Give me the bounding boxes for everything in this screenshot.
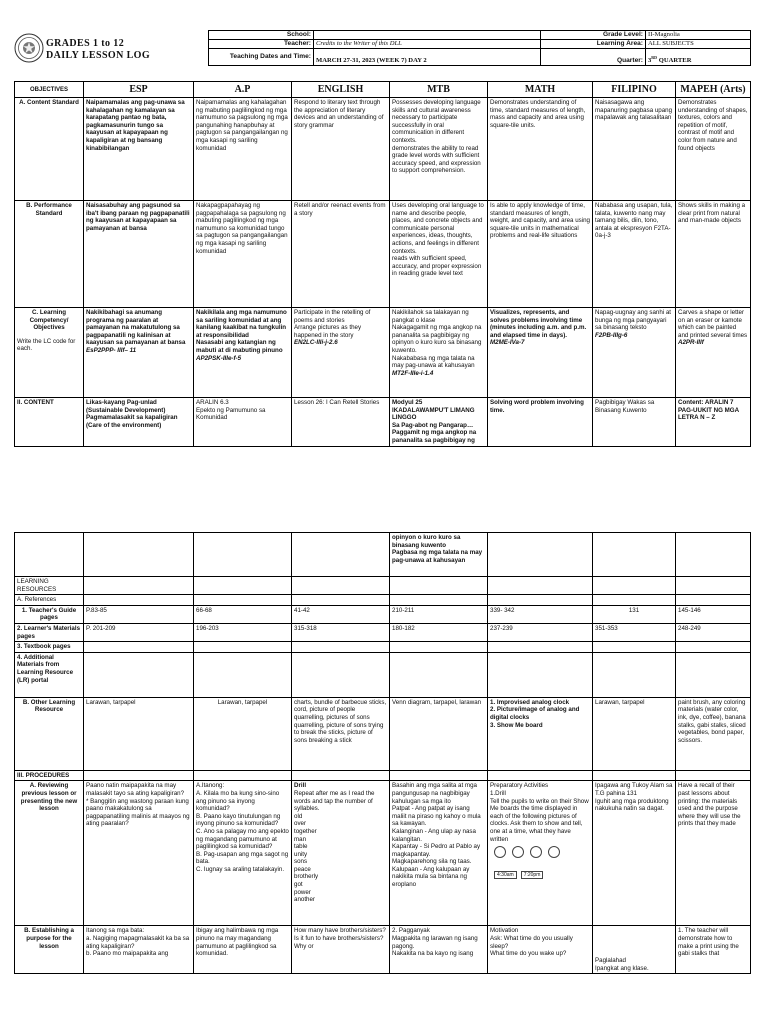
document-title	[46, 38, 150, 62]
empty-cell	[593, 533, 676, 577]
cell-ap: Ibigay ang halimbawa ng mga pinuno na may magandang pamumuno at paglilingkod sa komunidad.	[194, 926, 292, 974]
cell-ap: Larawan, tarpapel	[194, 697, 292, 770]
analog-clock-icon	[494, 846, 506, 858]
content-standard-row	[15, 98, 751, 201]
cell-english: charts, bundle of barbecue sticks, cord, picture of people quarrelling, pictures of sons quarrelling, picture of sons trying to break the sticks, picture of sons breaking a stick	[292, 697, 390, 770]
col-ap: A.P	[194, 82, 292, 98]
lesson-log-table-part-1	[14, 81, 751, 447]
establishing-purpose-row	[15, 926, 751, 974]
cell-english: How many have brothers/sisters? Is it fun to have brothers/sisters? Why or	[292, 926, 390, 974]
filipino-competency-text: Napag-uugnay ang sanhi at bunga ng mga pangyayari sa binasang teksto	[595, 309, 672, 332]
cell-math: 237-239	[488, 623, 593, 641]
cell-mapeh	[676, 308, 751, 398]
cell-filipino: 351-353	[593, 623, 676, 641]
content-continued-row	[15, 533, 751, 577]
title-line-2: DAILY LESSON LOG	[46, 50, 151, 61]
school-label: School:	[209, 31, 314, 40]
mapeh-competency-text: Carves a shape or letter on an eraser or kamote which can be painted and printed several times	[678, 309, 748, 339]
cell-esp: Itanong sa mga bata: a. Nagiging mapagmalasakit ka ba sa ating kapaligiran? b. Paano mo maipapakita ang	[84, 926, 194, 974]
cell-english: Lesson 26: I Can Retell Stories	[292, 398, 390, 447]
row-label: 3. Textbook pages	[15, 642, 84, 653]
quarter-label: Quarter:	[541, 49, 646, 66]
cell-english	[292, 781, 390, 926]
digital-clock-icon: 4:30am	[494, 871, 517, 879]
grade-level-value: II-Magnolia	[646, 31, 751, 40]
lc-code-note: Write the LC code for each.	[17, 337, 76, 353]
ap-lc-code: AP2PSK-IIIe-f-5	[196, 354, 242, 362]
cell-esp: Paano natin maipapakita na may malasakit tayo sa ating kapaligiran? * Banggitin ang wastong paraan kung paano makakatulong sa pagpapanatiling malinis at maayos ng ating paaralan?	[84, 781, 194, 926]
cell-english: 41-42	[292, 605, 390, 623]
teacher-value: Credits to the Writer of this DLL	[314, 40, 541, 49]
row-label: II. CONTENT	[15, 398, 84, 447]
cell-esp: Likas-kayang Pag-unlad (Sustainable Development) Pagmamalasakit sa kapaligiran (Care of the environment)	[84, 398, 194, 447]
col-filipino: FILIPINO	[593, 82, 676, 98]
row-label	[15, 308, 84, 398]
english-lc-code: EN2LC-IIIi-j-2.6	[294, 339, 338, 347]
analog-clock-icon	[530, 846, 542, 858]
teaching-dates-value: MARCH 27-31, 2023 (WEEK 7) DAY 2	[314, 49, 541, 66]
cell-filipino: Pagbibigay Wakas sa Binasang Kuwento	[593, 398, 676, 447]
deped-seal-icon	[14, 33, 44, 63]
row-label: LEARNING RESOURCES	[15, 577, 84, 595]
cell-ap: Naipamamalas ang kahalagahan ng mabuting paglilingkod ng mga namumuno sa pagsulong ng mga pangunahing hanapbuhay at pagtugon sa pangangailangan ng mga kasapi ng sariling komunidad	[194, 98, 292, 201]
teaching-dates-label: Teaching Dates and Time:	[209, 49, 314, 66]
col-mtb: MTB	[390, 82, 488, 98]
math-drill-text: Preparatory Activities 1.Drill Tell the pupils to write on their Show Me boards the time displayed in each of the following pictures of clocks. Ask them to show and tell, one at a time, what they have written	[490, 782, 589, 843]
cell-filipino: Nababasa ang usapan, tula, talata, kuwento nang may tamang bilis, diin, tono, antala at ekspresyon F2TA-0a-j-3	[593, 201, 676, 308]
quarter-value: 3RD QUARTER	[646, 49, 751, 66]
row-label: A. Reviewing previous lesson or presenting the new lesson	[15, 781, 84, 926]
cell-math: 339- 342	[488, 605, 593, 623]
procedures-row	[15, 770, 751, 781]
math-competency-text: Visualizes, represents, and solves problems involving time (minutes including a.m. and p.m. and elapsed time in days).	[490, 309, 587, 339]
column-header-row	[15, 82, 751, 98]
learning-area-value: ALL SUBJECTS	[646, 40, 751, 49]
digital-clock-icon: 7:20pm	[521, 871, 544, 879]
cell-mapeh: Demonstrates understanding of shapes, textures, colors and repetition of motif, contrast of motif and color from nature and found objects	[676, 98, 751, 201]
col-english: ENGLISH	[292, 82, 390, 98]
cell-ap: A.Itanong: A. Kilala mo ba kung sino-sino ang pinuno sa inyong komunidad? B. Paano kayo tinutulungan ng inyong pinuno sa komunidad? C. Ano sa palagay mo ang epekto ng magandang pamumuno at paglilingkod sa komunidad? B. Pag-usapan ang mga sagot ng bata. C. Iugnay sa araling tatalakayin.	[194, 781, 292, 926]
cell-mapeh: Have a recall of their past lessons about printing: the materials used and the purpose where they will use the prints that they made	[676, 781, 751, 926]
cell-esp: P.83-85	[84, 605, 194, 623]
analog-clock-icon	[548, 846, 560, 858]
cell-filipino: 131	[593, 605, 676, 623]
english-competency-text: Participate in the retelling of poems and stories Arrange pictures as they happened in the story	[294, 309, 371, 339]
col-mapeh: MAPEH (Arts)	[676, 82, 751, 98]
cell-mtb: Uses developing oral language to name and describe people, places, and concrete objects and communicate personal experiences, ideas, thoughts, actions, and feelings in different contexts. reads with sufficient speed, accuracy, and proper expression in reading grade level text	[390, 201, 488, 308]
teachers-guide-row	[15, 605, 751, 623]
empty-cell	[194, 533, 292, 577]
cell-esp: Larawan, tarpapel	[84, 697, 194, 770]
references-row	[15, 595, 751, 606]
cell-filipino: Naisasagawa ang mapanuring pagbasa upang mapalawak ang talasalitaan	[593, 98, 676, 201]
row-label: 4. Additional Materials from Learning Resource (LR) portal	[15, 652, 84, 697]
cell-mtb: 180-182	[390, 623, 488, 641]
learning-competency-row	[15, 308, 751, 398]
cell-ap	[194, 308, 292, 398]
competency-label: C. Learning Competency/ Objectives	[29, 309, 69, 332]
esp-competency-text: Nakikibahagi sa anumang programa ng paaralan at pamayanan na makatutulong sa pagpapanatili ng kalinisan at kaayusan sa pamayanan at bansa	[86, 309, 186, 347]
clock-pictures	[494, 846, 590, 858]
additional-materials-row	[15, 652, 751, 697]
cell-mapeh: 145-146	[676, 605, 751, 623]
performance-standard-row	[15, 201, 751, 308]
cell-filipino: Paglalahad Ipangkat ang klase.	[593, 926, 676, 974]
cell-ap: ARALIN 6.3 Epekto ng Pamumuno sa Komunidad	[194, 398, 292, 447]
learning-area-label: Learning Area:	[541, 40, 646, 49]
mtb-competency-text: Nakikilahok sa talakayan ng pangkat o klase Nakagagamit ng mga angkop na pananalita sa pagbibigay ng opinyon o kuro kuro sa binasang kuwento. Nakababasa ng mga talata na may pag-unawa at kahusayan	[392, 309, 482, 370]
row-label: B. Establishing a purpose for the lesson	[15, 926, 84, 974]
analog-clock-icon	[512, 846, 524, 858]
cell-math	[488, 781, 593, 926]
cell-mtb: Modyul 25 IKADALAWAMPU'T LIMANG LINGGO Sa Pag-abot ng Pangarap… Paggamit ng mga angkop na pananalita sa pagbibigay ng	[390, 398, 488, 447]
col-esp: ESP	[84, 82, 194, 98]
math-lc-code: M2ME-IVa-7	[490, 339, 525, 347]
row-label: B. Performance Standard	[15, 201, 84, 308]
cell-ap: 196-203	[194, 623, 292, 641]
cell-math: 1. Improvised analog clock 2. Picture/image of analog and digital clocks 3. Show Me board	[488, 697, 593, 770]
english-drill-title: Drill	[294, 782, 307, 790]
textbook-row	[15, 642, 751, 653]
cell-mapeh: paint brush, any coloring materials (water color, ink, dye, coffee), banana stalks, gabi stalks, sliced vegetables, bond paper, scissors.	[676, 697, 751, 770]
esp-lc-code: EsP2PPP- IIIf– 11	[86, 346, 137, 354]
reviewing-row	[15, 781, 751, 926]
cell-mapeh: 1. The teacher will demonstrate how to make a print using the gabi stalks that	[676, 926, 751, 974]
cell-filipino: Ipagawa ang Tukoy Alam sa T.G pahina 131 Iguhit ang mga produktong nakukuha natin sa dagat.	[593, 781, 676, 926]
row-label: A. References	[15, 595, 84, 606]
header-info-table	[208, 30, 751, 66]
school-value	[314, 31, 541, 40]
teacher-label: Teacher:	[209, 40, 314, 49]
title-line-1: GRADES 1 to 12	[46, 38, 125, 49]
cell-filipino	[593, 308, 676, 398]
cell-math: Is able to apply knowledge of time, standard measures of length, weight, and capacity, and area using square-tile units in mathematical problems and real-life situations	[488, 201, 593, 308]
cell-mtb: opinyon o kuro kuro sa binasang kuwento Pagbasa ng mga talata na may pag-unawa at kahusayan	[390, 533, 488, 577]
english-drill-text: Repeat after me as I read the words and tap the number of syllables. old over together man table unity sons peace brotherly got power another	[294, 789, 375, 904]
digital-clock-pictures	[494, 871, 590, 879]
cell-filipino: Larawan, tarpapel	[593, 697, 676, 770]
grade-level-label: Grade Level:	[541, 31, 646, 40]
cell-math: Solving word problem involving time.	[488, 398, 593, 447]
col-objectives: OBJECTIVES	[15, 82, 84, 98]
cell-mtb: Basahin ang mga salita at mga pangungusap na nagbibigay kahulugan sa mga ito Patpat - Ang patpat ay isang maliit na piraso ng kahoy o mula sa kawayan. Kalanginan - Ang ulap ay nasa kalangitan. Kapantay - Si Pedro at Pablo ay magkapantay. Magkaparehong sila ng taas. Kalupaan - Ang kalupaan ay nakikita mula sa bintana ng eroplano	[390, 781, 488, 926]
row-label: A. Content Standard	[15, 98, 84, 201]
row-label: B. Other Learning Resource	[15, 697, 84, 770]
row-label: III. PROCEDURES	[15, 770, 84, 781]
filipino-lc-code: F2PB-IIIg-6	[595, 331, 628, 339]
cell-mtb: 2. Pagganyak Magpakita ng larawan ng isang pagong. Nakakita na ba kayo ng isang	[390, 926, 488, 974]
row-label: 1. Teacher's Guide pages	[15, 605, 84, 623]
content-row	[15, 398, 751, 447]
mapeh-lc-code: A2PR-IIIf	[678, 339, 704, 347]
col-math: MATH	[488, 82, 593, 98]
cell-mtb: 210-211	[390, 605, 488, 623]
lesson-log-table-part-2	[14, 532, 751, 974]
empty-cell	[292, 533, 390, 577]
cell-math	[488, 308, 593, 398]
cell-mapeh: 248-249	[676, 623, 751, 641]
cell-math: Motivation Ask: What time do you usually sleep? What time do you wake up?	[488, 926, 593, 974]
cell-ap: 66-68	[194, 605, 292, 623]
row-label: 2. Learner's Materials pages	[15, 623, 84, 641]
cell-esp: Naipamamalas ang pag-unawa sa kahalagahan ng kamalayan sa karapatang pantao ng bata, pagkamasunurin tungo sa kaayusan at kapayapaan ng kapaligiran at ng bansang kinabibilangan	[84, 98, 194, 201]
cell-english: 315-318	[292, 623, 390, 641]
empty-cell	[15, 533, 84, 577]
cell-esp	[84, 308, 194, 398]
empty-cell	[488, 533, 593, 577]
cell-ap: Nakapagpapahayag ng pagpapahalaga sa pagsulong ng mabuting paglilingkod ng mga namumuno sa komunidad tungo sa pagtugon sa pangangailangan ng mga kasapi ng sariling komunidad	[194, 201, 292, 308]
cell-mtb	[390, 308, 488, 398]
cell-english	[292, 308, 390, 398]
cell-mtb: Venn diagram, tarpapel, larawan	[390, 697, 488, 770]
empty-cell	[84, 533, 194, 577]
mtb-lc-code: MT2F-IIIe-i-1.4	[392, 369, 434, 377]
cell-esp: P. 201-209	[84, 623, 194, 641]
cell-english: Respond to literary text through the appreciation of literary devices and an understanding of story grammar	[292, 98, 390, 201]
cell-esp: Naisasabuhay ang pagsunod sa iba't ibang paraan ng pagpapanatili ng kaayusan at kapayapaan sa pamayanan at bansa	[84, 201, 194, 308]
cell-mapeh: Shows skills in making a clear print from natural and man-made objects	[676, 201, 751, 308]
learning-resources-row	[15, 577, 751, 595]
cell-mapeh: Content: ARALIN 7 PAG-UUKIT NG MGA LETRA N – Z	[676, 398, 751, 447]
empty-cell	[676, 533, 751, 577]
cell-mtb: Possesses developing language skills and cultural awareness necessary to participate successfully in oral communication in different contexts. demonstrates the ability to read grade level words with sufficient accuracy speed, and expression to support comprehension.	[390, 98, 488, 201]
other-resources-row	[15, 697, 751, 770]
cell-math: Demonstrates understanding of time, standard measures of length, mass and capacity and area using square-tile units.	[488, 98, 593, 201]
ap-competency-text: Nakikilala ang mga namumuno sa sariling komunidad at ang kanilang kaakibat na tungkulin at responsibilidad Nasasabi ang katangian ng mabuti at di mabuting pinuno	[196, 309, 287, 354]
cell-english: Retell and/or reenact events from a story	[292, 201, 390, 308]
learners-materials-row	[15, 623, 751, 641]
